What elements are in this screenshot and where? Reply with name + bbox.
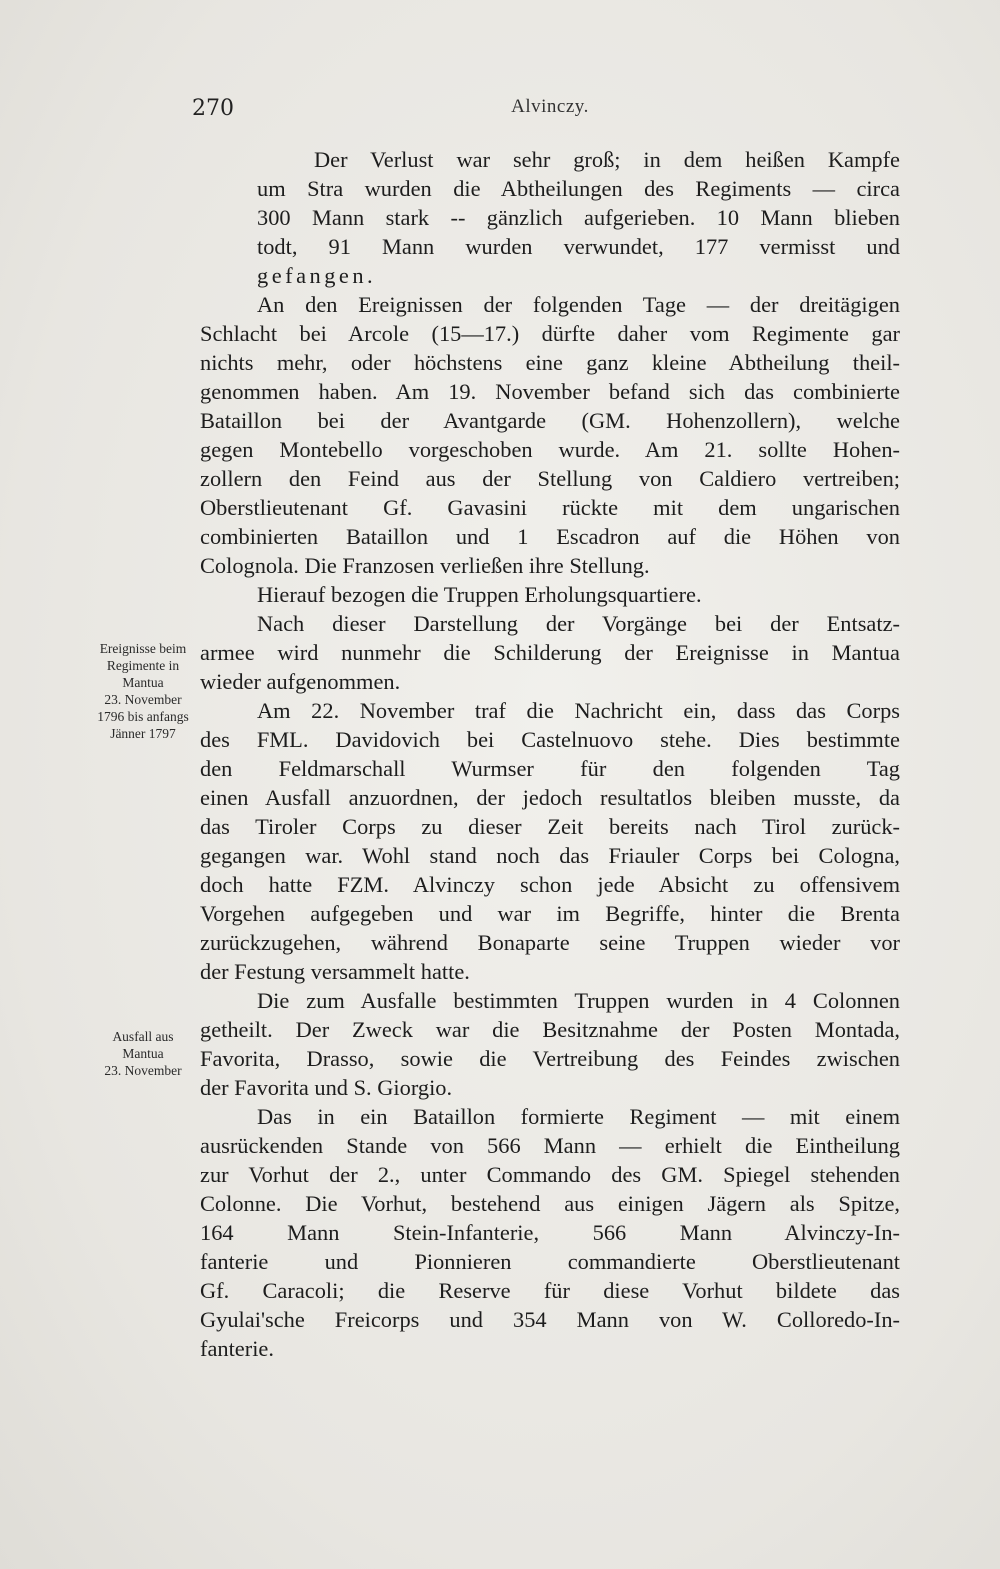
text-line: Am 22. November traf die Nachricht ein, dass das Corps xyxy=(257,698,900,723)
text-line: combinierten Bataillon und 1 Escadron auf die Höhen von xyxy=(200,524,900,549)
margin-note-line: 23. November xyxy=(104,692,182,707)
margin-note-line: Regimente in xyxy=(106,658,180,673)
text-line: zollern den Feind aus der Stellung von Caldiero vertreiben; xyxy=(200,466,900,491)
text-line: gegangen war. Wohl stand noch das Friauler Corps bei Cologna, xyxy=(200,843,900,868)
text-line: gefangen. xyxy=(257,263,377,288)
text-line: einen Ausfall anzuordnen, der jedoch resultatlos bleiben musste, da xyxy=(200,785,900,810)
text-line: das Tiroler Corps zu dieser Zeit bereits nach Tirol zurück- xyxy=(200,814,900,839)
text-line: Schlacht bei Arcole (15—17.) dürfte daher vom Regimente gar xyxy=(200,321,900,346)
paragraph xyxy=(200,1102,900,1363)
margin-note-line: 1796 bis anfangs xyxy=(97,709,189,724)
text-line: wieder aufgenommen. xyxy=(200,669,401,694)
paragraph xyxy=(200,609,900,696)
text-line: ausrückenden Stande von 566 Mann — erhielt die Eintheilung xyxy=(200,1133,900,1158)
text-line: Bataillon bei der Avantgarde (GM. Hohenzollern), welche xyxy=(200,408,900,433)
margin-note-line: 23. November xyxy=(104,1063,182,1078)
text-line: fanterie und Pionnieren commandierte Oberstlieutenant xyxy=(200,1249,900,1274)
text-line: den Feldmarschall Wurmser für den folgenden Tag xyxy=(200,756,900,781)
text-line: armee wird nunmehr die Schilderung der Ereignisse in Mantua xyxy=(200,640,900,665)
paragraph xyxy=(200,580,900,609)
margin-note-line: Ausfall aus xyxy=(112,1029,174,1044)
text-line: der Favorita und S. Giorgio. xyxy=(200,1075,453,1100)
text-line: Die zum Ausfalle bestimmten Truppen wurden in 4 Colonnen xyxy=(257,988,900,1013)
page-number: 270 xyxy=(192,96,234,121)
text-line: genommen haben. Am 19. November befand sich das combinierte xyxy=(200,379,900,404)
paragraph xyxy=(200,290,900,580)
text-line: 300 Mann stark -- gänzlich aufgerieben. 10 Mann blieben xyxy=(257,205,900,230)
text-line: An den Ereignissen der folgenden Tage — der dreitägigen xyxy=(257,292,900,317)
text-line: todt, 91 Mann wurden verwundet, 177 vermisst und xyxy=(257,234,900,259)
margin-note-line: Ereignisse beim xyxy=(99,641,187,656)
page-header xyxy=(0,88,1000,128)
text-line: der Festung versammelt hatte. xyxy=(200,959,470,984)
margin-note-line: Mantua xyxy=(122,1046,164,1061)
text-line: 164 Mann Stein-Infanterie, 566 Mann Alvinczy-In- xyxy=(200,1220,900,1245)
paragraph xyxy=(200,145,900,290)
text-line: Colonne. Die Vorhut, bestehend aus einigen Jägern als Spitze, xyxy=(200,1191,900,1216)
margin-note-line: Mantua xyxy=(122,675,164,690)
text-line: des FML. Davidovich bei Castelnuovo stehe. Dies bestimmte xyxy=(200,727,900,752)
text-line: doch hatte FZM. Alvinczy schon jede Absicht zu offensivem xyxy=(200,872,900,897)
text-line: Oberstlieutenant Gf. Gavasini rückte mit dem ungarischen xyxy=(200,495,900,520)
text-line: Gf. Caracoli; die Reserve für diese Vorhut bildete das xyxy=(200,1278,900,1303)
margin-note-line: Jänner 1797 xyxy=(110,726,176,741)
text-line: Vorgehen aufgegeben und war im Begriffe, hinter die Brenta xyxy=(200,901,900,926)
text-line: zur Vorhut der 2., unter Commando des GM. Spiegel stehenden xyxy=(200,1162,900,1187)
body-text xyxy=(200,145,900,1363)
text-line: Hierauf bezogen die Truppen Erholungsquartiere. xyxy=(257,582,702,607)
paragraph xyxy=(200,986,900,1102)
text-line: fanterie. xyxy=(200,1336,274,1361)
margin-note-events-mantua xyxy=(78,640,208,742)
text-line: nichts mehr, oder höchstens eine ganz kleine Abtheilung theil- xyxy=(200,350,900,375)
text-line: Colognola. Die Franzosen verließen ihre Stellung. xyxy=(200,553,650,578)
text-line: getheilt. Der Zweck war die Besitznahme der Posten Montada, xyxy=(200,1017,900,1042)
text-line: Gyulai'sche Freicorps und 354 Mann von W. Colloredo-In- xyxy=(200,1307,900,1332)
paragraph xyxy=(200,696,900,986)
text-line: um Stra wurden die Abtheilungen des Regiments — circa xyxy=(257,176,900,201)
text-line: zurückzugehen, während Bonaparte seine Truppen wieder vor xyxy=(200,930,900,955)
text-line: gegen Montebello vorgeschoben wurde. Am 21. sollte Hohen- xyxy=(200,437,900,462)
margin-note-sortie-mantua xyxy=(78,1028,208,1079)
running-head: Alvinczy. xyxy=(511,96,589,117)
text-line: Favorita, Drasso, sowie die Vertreibung des Feindes zwischen xyxy=(200,1046,900,1071)
text-line: Der Verlust war sehr groß; in dem heißen Kampfe xyxy=(314,147,900,172)
text-line: Nach dieser Darstellung der Vorgänge bei der Entsatz- xyxy=(257,611,900,636)
text-line: Das in ein Bataillon formierte Regiment — mit einem xyxy=(257,1104,900,1129)
